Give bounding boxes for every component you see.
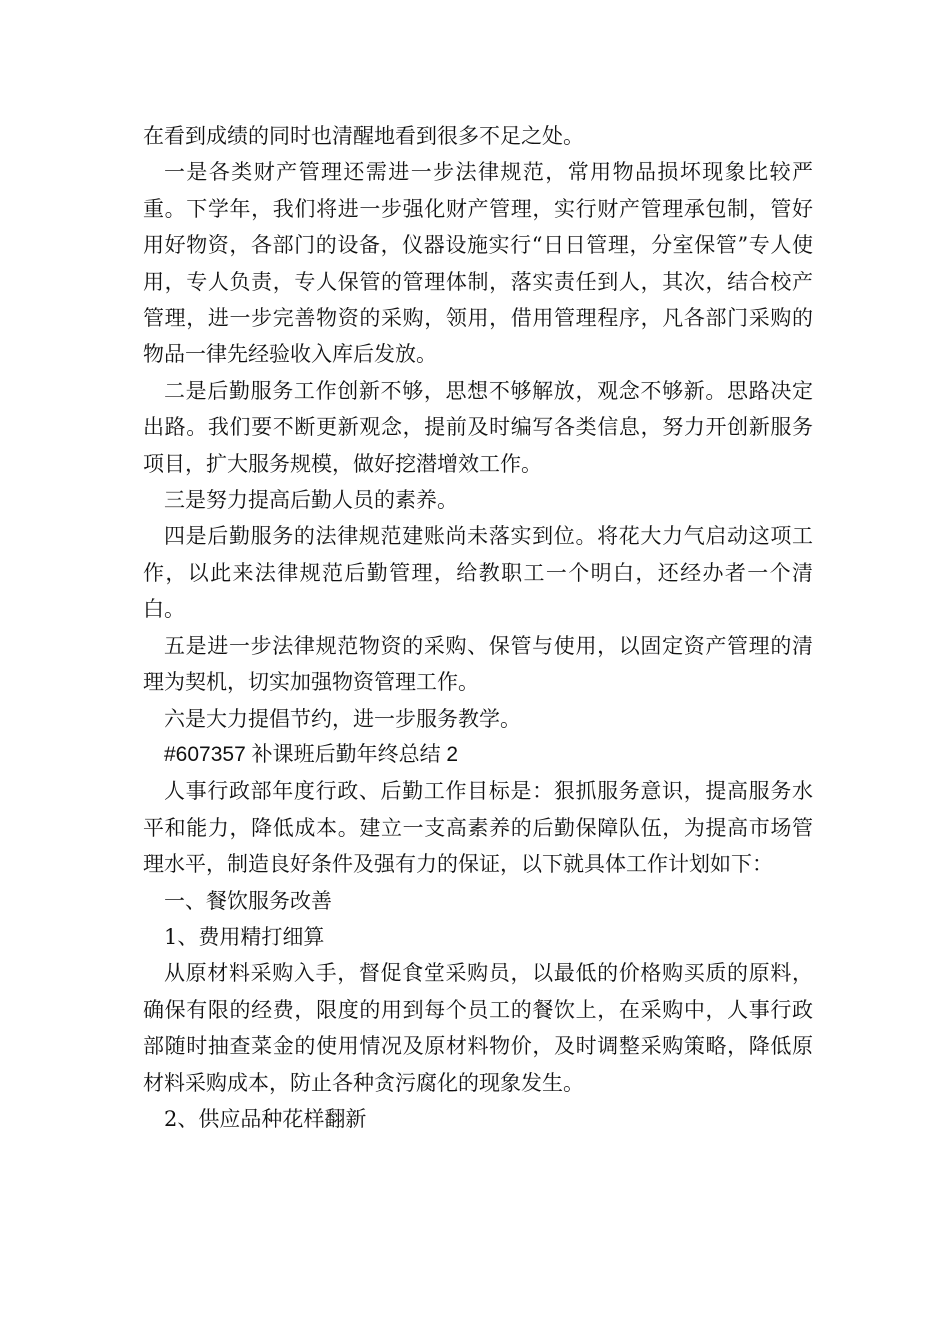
paragraph-point-six: 六是大力提倡节约，进一步服务教学。 [164, 706, 521, 731]
paragraph-point-one: 一是各类财产管理还需进一步法律规范，常用物品损坏现象比较严重。下学年，我们将进一步强化财产管理，实行财产管理承包制，管好用好物资，各部门的设备，仪器设施实行“日日管理，分室保管”专人使用，专人负责，专人保管的管理体制，落实责任到人，其次，结合校产管理，进一步完善物资的采购，领用，借用管理程序，凡各部门采购的物品一律先经验收入库后发放。 [143, 160, 813, 367]
section-title: #607357 补课班后勤年终总结 2 [164, 742, 459, 766]
subheading-variety: 2、供应品种花样翻新 [164, 1106, 367, 1131]
paragraph-goals: 人事行政部年度行政、后勤工作目标是：狠抓服务意识，提高服务水平和能力，降低成本。建立一支高素养的后勤保障队伍，为提高市场管理水平，制造良好条件及强有力的保证，以下就具体工作计划如下： [143, 779, 813, 877]
paragraph-procurement: 从原材料采购入手，督促食堂采购员，以最低的价格购买质的原料，确保有限的经费，限度的用到每个员工的餐饮上，在采购中，人事行政部随时抽查菜金的使用情况及原材料物价，及时调整采购策略，降低原材料采购成本，防止各种贪污腐化的现象发生。 [143, 961, 813, 1095]
document-body [143, 118, 813, 1137]
paragraph-point-two: 二是后勤服务工作创新不够，思想不够解放，观念不够新。思路决定出路。我们要不断更新观念，提前及时编写各类信息，努力开创新服务项目，扩大服务规模，做好挖潜增效工作。 [143, 378, 813, 476]
paragraph-point-three: 三是努力提高后勤人员的素养。 [164, 488, 458, 513]
paragraph-intro: 在看到成绩的同时也清醒地看到很多不足之处。 [143, 124, 584, 148]
subheading-cost: 1、费用精打细算 [164, 924, 325, 949]
heading-catering: 一、餐饮服务改善 [164, 888, 332, 913]
paragraph-point-four: 四是后勤服务的法律规范建账尚未落实到位。将花大力气启动这项工作，以此来法律规范后勤管理，给教职工一个明白，还经办者一个清白。 [143, 524, 813, 622]
paragraph-point-five: 五是进一步法律规范物资的采购、保管与使用，以固定资产管理的清理为契机，切实加强物资管理工作。 [143, 633, 813, 695]
